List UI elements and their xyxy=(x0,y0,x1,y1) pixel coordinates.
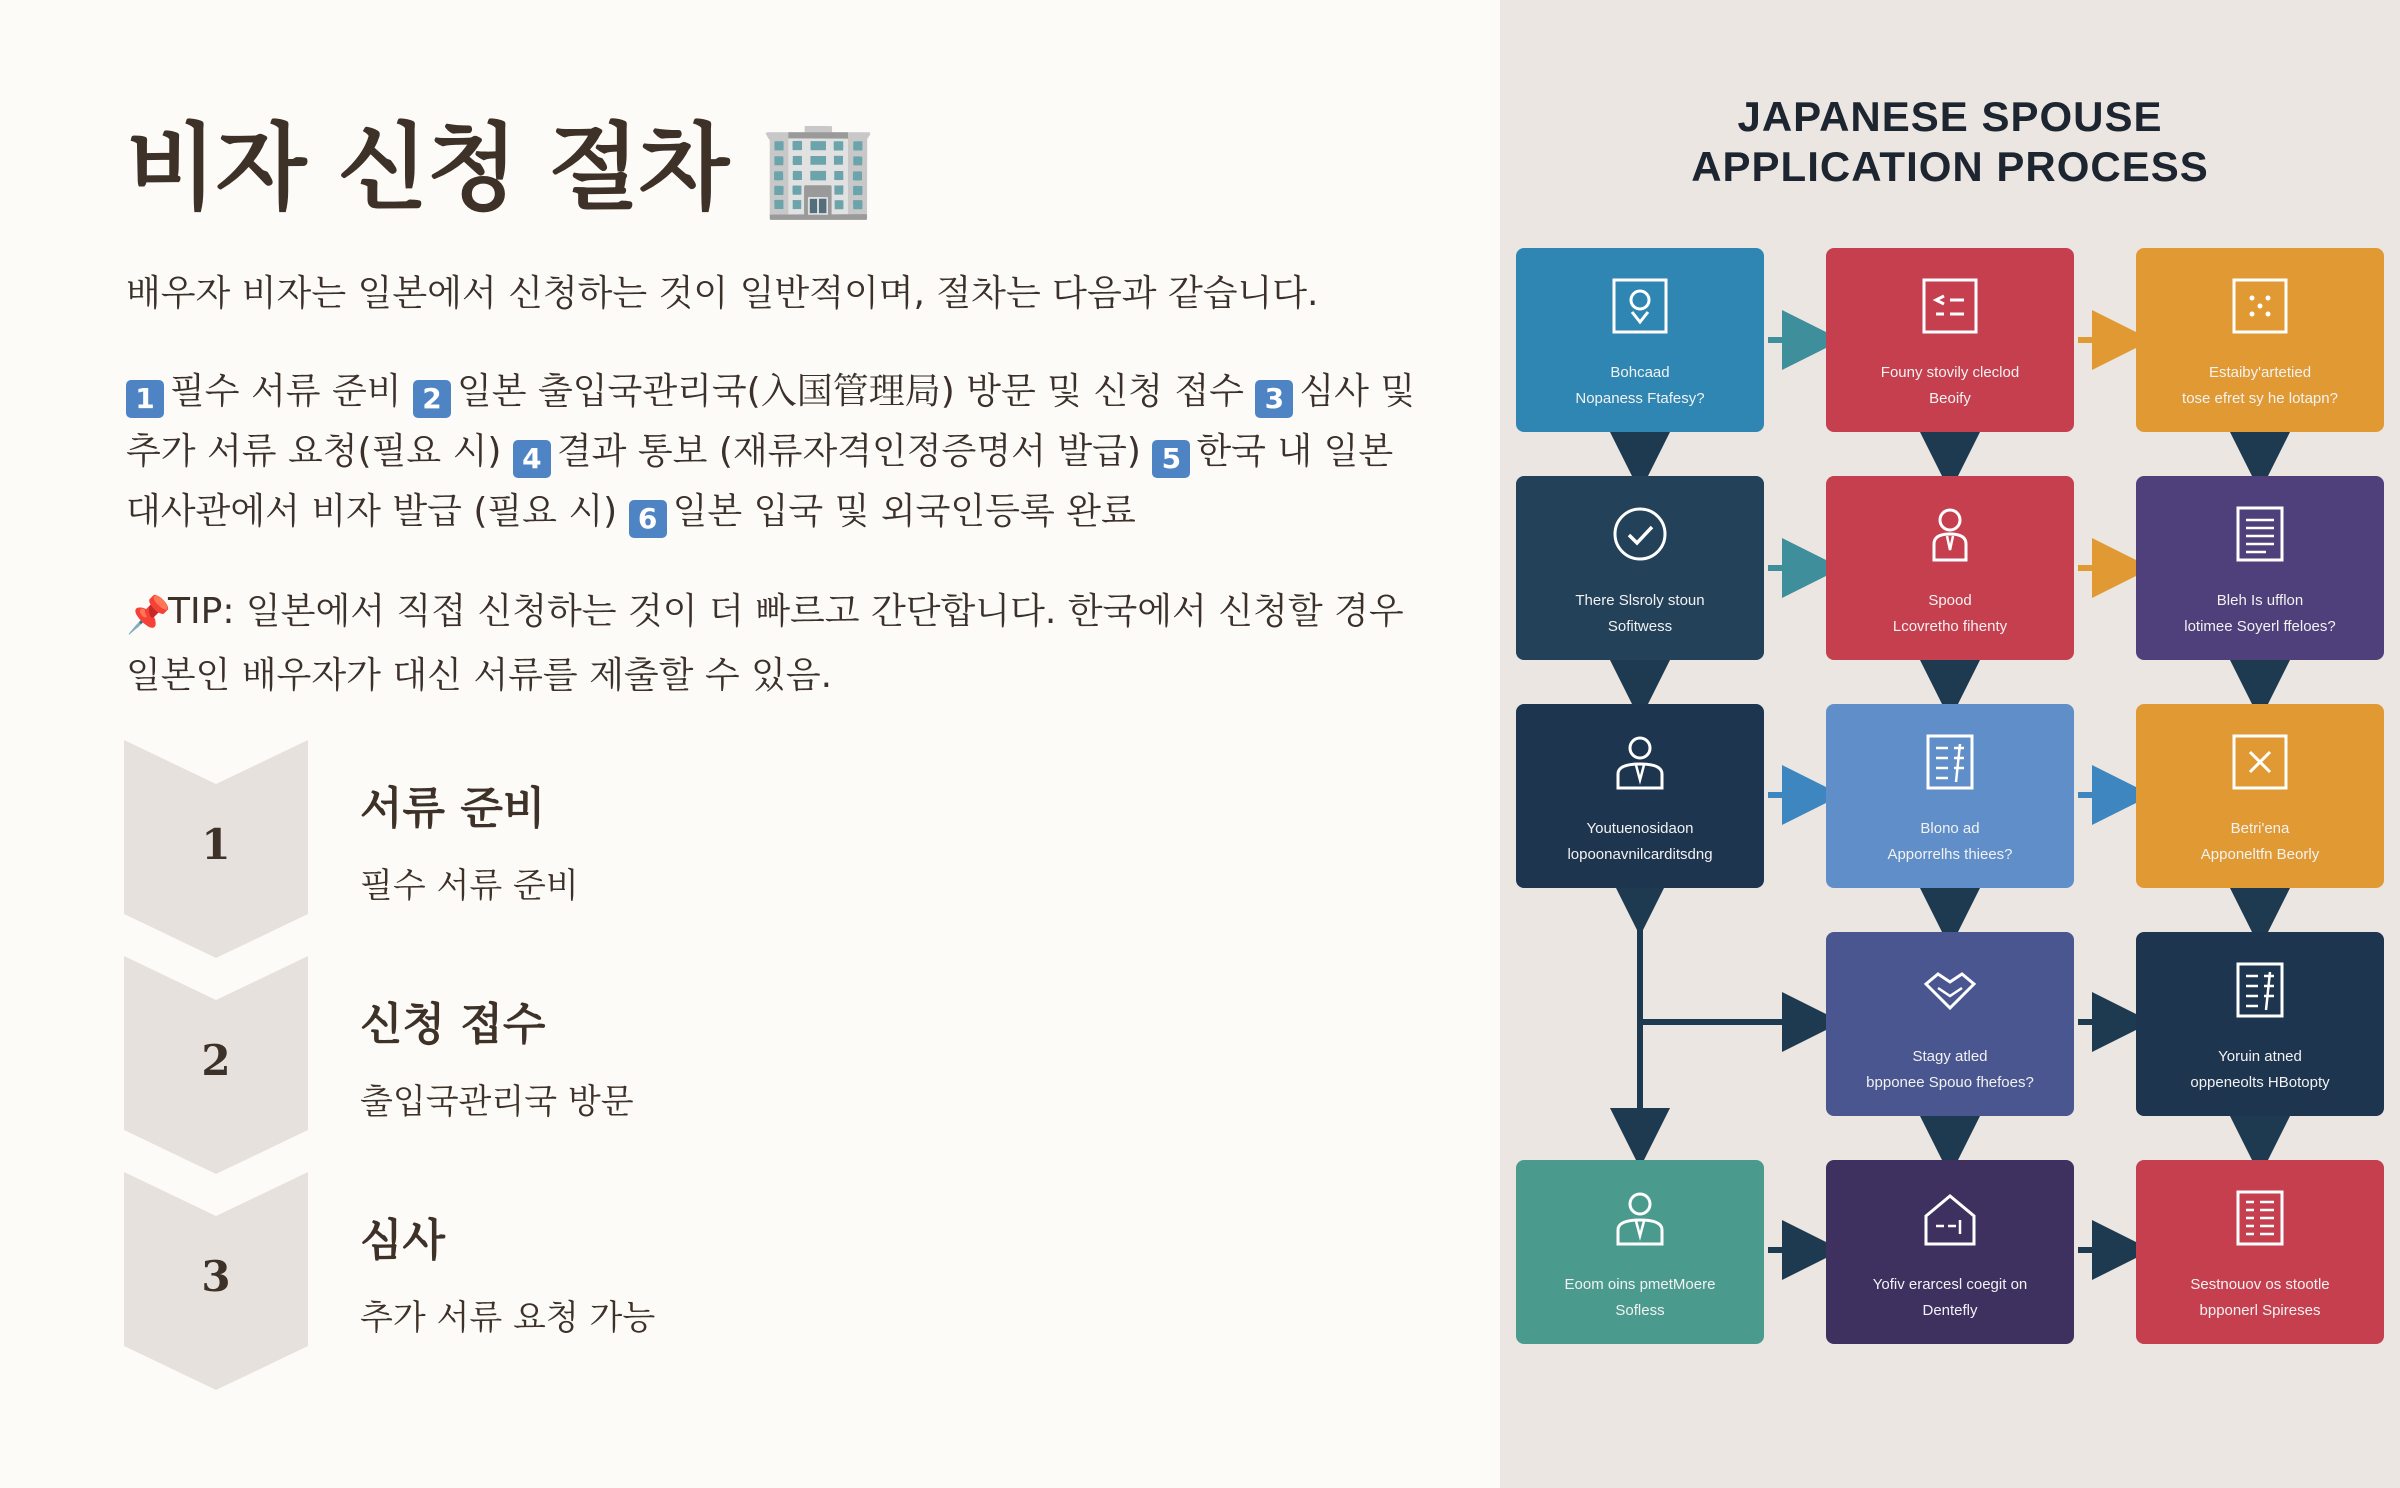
document-icon xyxy=(2232,1190,2288,1246)
tile-caption: Sofless xyxy=(1615,1302,1665,1319)
keycap-6-icon: 6 xyxy=(629,500,667,538)
step-title: 신청 접수 xyxy=(360,999,546,1050)
tile-caption: Eoom oins pmetMoere xyxy=(1564,1276,1716,1293)
pushpin-icon: 📌 xyxy=(126,595,171,636)
flow-tile xyxy=(1516,476,1764,660)
tile-caption: lopoonavnilcarditsdng xyxy=(1567,846,1713,863)
tile-caption: oppeneolts HBotopty xyxy=(2190,1074,2330,1091)
tile-caption: Yoruin atned xyxy=(2218,1048,2302,1065)
tip-text: TIP: 일본에서 직접 신청하는 것이 더 빠르고 간단합니다. 한국에서 신청할 경우 일본인 배우자가 대신 서류를 제출할 수 있음. xyxy=(126,591,1404,696)
intro-paragraph: 배우자 비자는 일본에서 신청하는 것이 일반적이며, 절차는 다음과 같습니다. xyxy=(126,273,1319,314)
tile-caption: Sofitwess xyxy=(1607,618,1673,635)
person-icon xyxy=(1922,506,1978,562)
close-x-icon xyxy=(2232,734,2288,790)
flow-tile xyxy=(2136,1160,2384,1344)
flow-tile xyxy=(2136,704,2384,888)
tile-caption: Apporrelhs thiees? xyxy=(1887,846,2013,863)
tile-caption: Yofiv erarcesl coegit on xyxy=(1872,1276,2028,1293)
flow-tile xyxy=(1826,1160,2074,1344)
step-chevron xyxy=(124,1172,308,1390)
handshake-icon xyxy=(1922,962,1978,1018)
person-suit-icon xyxy=(1612,734,1668,790)
tile-caption: Youtuenosidaon xyxy=(1586,820,1694,837)
page-title: 비자 신청 절차 🏢 xyxy=(126,114,877,223)
flow-tile xyxy=(1826,704,2074,888)
person-suit-icon xyxy=(1612,1190,1668,1246)
tile-caption: tose efret sy he lotapn? xyxy=(2182,390,2338,407)
tile-caption: Nopaness Ftafesy? xyxy=(1575,390,1705,407)
flowchart-title-line: APPLICATION PROCESS xyxy=(1691,143,2209,190)
keycap-2-icon: 2 xyxy=(413,380,451,418)
form-icon xyxy=(2232,962,2288,1018)
keycap-4-icon: 4 xyxy=(513,440,551,478)
flowchart-title-line: JAPANESE SPOUSE xyxy=(1737,93,2163,140)
steps-paragraph xyxy=(126,362,1416,542)
checkmark-circle-icon xyxy=(1612,506,1668,562)
flowchart-panel xyxy=(1500,0,2400,1488)
steps-line-item: 심사 및 추가 서류 요청(필요 시) xyxy=(126,371,1416,472)
flow-tile xyxy=(2136,476,2384,660)
tile-caption: Founy stovily cleclod xyxy=(1880,364,2020,381)
tile-caption: There Slsroly stoun xyxy=(1575,592,1705,609)
dotted-frame-icon xyxy=(2232,278,2288,334)
tile-caption: bpponerl Spireses xyxy=(2199,1302,2321,1319)
flow-tile xyxy=(2136,248,2384,432)
flow-tile xyxy=(1826,476,2074,660)
step-number: 1 xyxy=(201,820,231,869)
tile-caption: Sestnouov os stootle xyxy=(2190,1276,2330,1293)
step-number: 2 xyxy=(201,1036,231,1085)
tile-caption: Lcovretho fihenty xyxy=(1892,618,2008,635)
steps-line-item: 결과 통보 (재류자격인정증명서 발급) xyxy=(556,431,1141,472)
location-pin-icon xyxy=(1612,278,1668,334)
flow-tile xyxy=(1516,248,1764,432)
flow-tile xyxy=(1826,932,2074,1116)
tile-caption: Blono ad xyxy=(1920,820,1980,837)
tile-caption: Estaiby'artetied xyxy=(2208,364,2312,381)
tip-paragraph xyxy=(126,582,1416,706)
flow-tile xyxy=(1516,704,1764,888)
step-description: 출입국관리국 방문 xyxy=(360,1082,634,1122)
house-icon xyxy=(1922,1190,1978,1246)
flow-tile xyxy=(1826,248,2074,432)
tile-caption: Bohcaad xyxy=(1610,364,1670,381)
tile-caption: Stagy atled xyxy=(1912,1048,1988,1065)
tile-caption: Betri'ena xyxy=(2230,820,2290,837)
steps-line-item: 필수 서류 준비 xyxy=(170,371,402,412)
step-number: 3 xyxy=(201,1252,231,1301)
tile-caption: Apponeltfn Beorly xyxy=(2200,846,2320,863)
step-chevron xyxy=(124,740,308,958)
tile-caption: lotimee Soyerl ffeloes? xyxy=(2184,618,2336,635)
flow-tile xyxy=(1516,1160,1764,1344)
tile-caption: Spood xyxy=(1928,592,1972,609)
step-description: 필수 서류 준비 xyxy=(360,866,579,906)
step-description: 추가 서류 요청 가능 xyxy=(360,1298,656,1338)
tile-caption: bpponee Spouo fhefoes? xyxy=(1866,1074,2034,1091)
step-chevron xyxy=(124,956,308,1174)
keycap-1-icon: 1 xyxy=(126,380,164,418)
tile-caption: Bleh Is ufflon xyxy=(2216,592,2304,609)
step-title: 심사 xyxy=(360,1215,446,1266)
tile-caption: Beoify xyxy=(1929,390,1971,407)
checklist-icon xyxy=(1922,278,1978,334)
building-icon: 🏢 xyxy=(760,114,877,223)
document-icon xyxy=(2232,506,2288,562)
steps-line-item: 일본 출입국관리국(入国管理局) 방문 및 신청 접수 xyxy=(457,371,1244,412)
flow-tile xyxy=(2136,932,2384,1116)
keycap-3-icon: 3 xyxy=(1255,380,1293,418)
tile-caption: Dentefly xyxy=(1922,1302,1978,1319)
step-title: 서류 준비 xyxy=(360,783,546,834)
keycap-5-icon: 5 xyxy=(1152,440,1190,478)
steps-line-item: 한국 내 일본 대사관에서 비자 발급 (필요 시) xyxy=(126,431,1394,532)
steps-line-item: 일본 입국 및 외국인등록 완료 xyxy=(672,491,1136,532)
form-icon xyxy=(1922,734,1978,790)
